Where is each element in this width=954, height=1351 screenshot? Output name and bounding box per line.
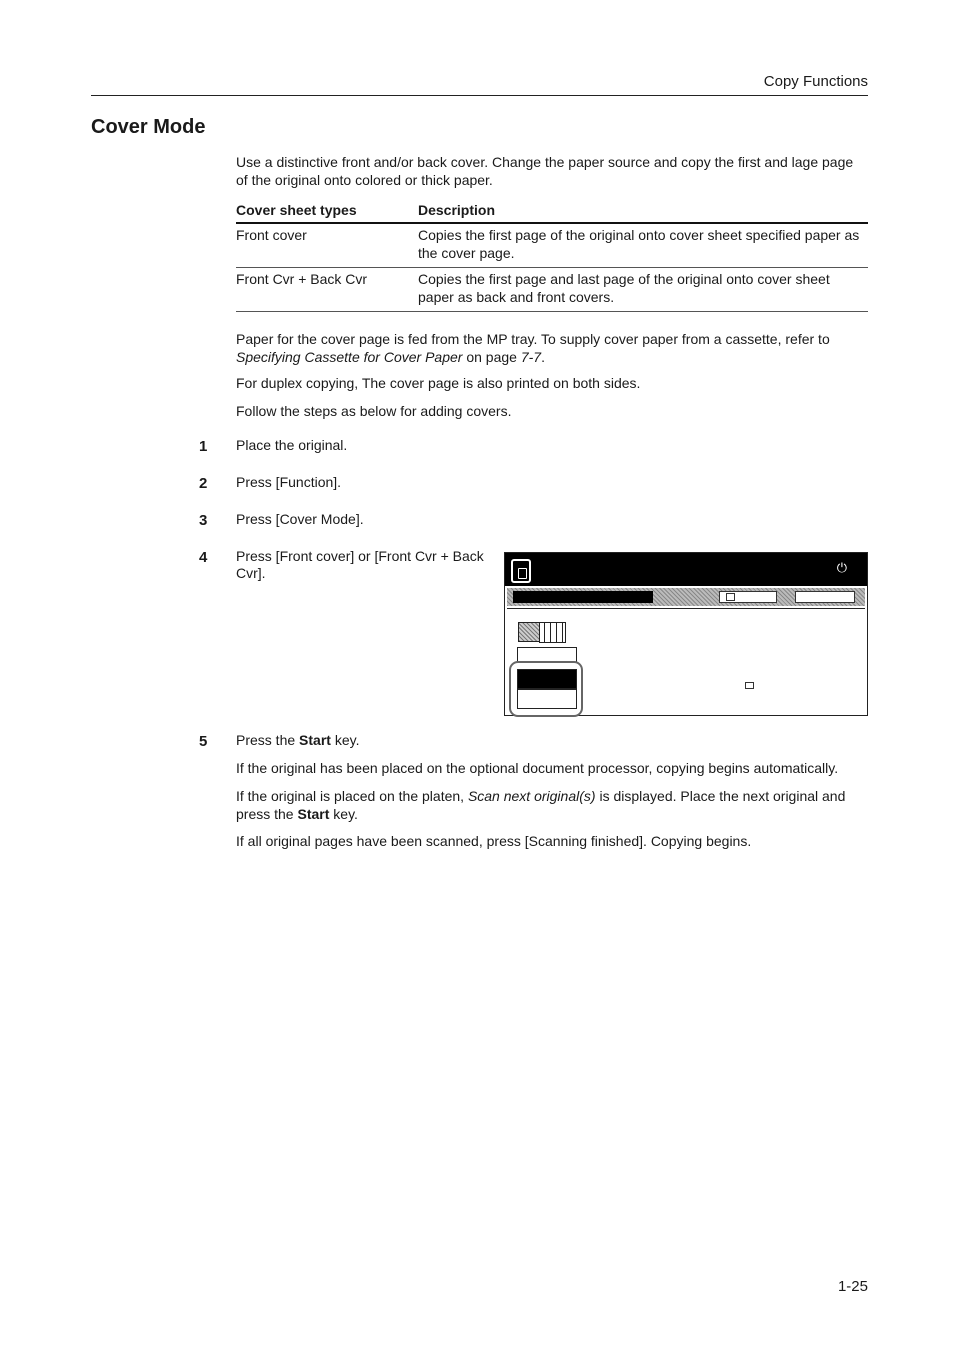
section-title: Cover Mode: [91, 116, 206, 138]
step-number: 1: [199, 438, 208, 455]
step5-note-document-processor: If the original has been placed on the optional document processor, copying begins automatically.: [236, 760, 839, 776]
page-stack-icon: [539, 622, 566, 643]
note-text: is displayed. Place the next original and press the: [236, 788, 846, 822]
note-cassette: [236, 330, 868, 366]
intro-paragraph: Use a distinctive front and/or back cover. Change the paper source and copy the first and lage page of the original onto colored or thick paper.: [236, 154, 854, 188]
screen-message: Scan next original(s): [467, 788, 596, 804]
step-text: Press [Function].: [236, 474, 342, 490]
reference-title: Specifying Cassette for Cover Paper: [236, 349, 463, 365]
cover-types-table: [236, 200, 868, 312]
table-header: Description: [418, 200, 868, 223]
key-name: Start: [297, 806, 330, 822]
power-icon: ⏻: [836, 561, 847, 576]
header-rule: [91, 95, 868, 96]
table-cell: Copies the first page of the original onto cover sheet specified paper as the cover page.: [418, 223, 868, 268]
note-text: on page: [462, 349, 521, 365]
table-cell: Front cover: [236, 223, 418, 268]
page-number: 1-25: [837, 1278, 868, 1295]
table-cell: Front Cvr + Back Cvr: [236, 268, 418, 312]
reference-page: 7-7: [520, 349, 542, 365]
note-text: key.: [329, 806, 358, 822]
panel-title-bar: [505, 553, 867, 586]
panel-shortcut-button[interactable]: [719, 591, 777, 603]
note-text: If the original is placed on the platen,: [236, 788, 468, 804]
selection-highlight: [509, 661, 583, 717]
cover-stack-icon: [518, 622, 540, 642]
running-header: Copy Functions: [763, 73, 868, 90]
step-text: Press [Cover Mode].: [236, 511, 364, 527]
table-row: [236, 223, 868, 268]
step5-note-platen: [236, 787, 868, 823]
panel-tab-active[interactable]: [513, 591, 653, 603]
note-follow-steps: Follow the steps as below for adding covers.: [236, 403, 512, 419]
step-number: 2: [199, 475, 208, 492]
table-row: [236, 268, 868, 312]
panel-close-button[interactable]: [795, 591, 855, 603]
step-text: Press [Front cover] or [Front Cvr + Back Cvr].: [236, 548, 484, 581]
note-duplex: For duplex copying, The cover page is also printed on both sides.: [236, 375, 641, 391]
table-cell: Copies the first page and last page of the original onto cover sheet paper as back and front covers.: [418, 268, 868, 312]
step-number: 3: [199, 512, 208, 529]
step-text-part: Press the: [236, 732, 300, 748]
paper-icon: [745, 682, 754, 689]
step-text: [236, 732, 359, 749]
panel-tab-bar: [507, 588, 865, 606]
operation-panel-illustration: [504, 552, 868, 716]
table-header-row: [236, 200, 868, 223]
key-name: Start: [299, 732, 331, 748]
table-header: Cover sheet types: [236, 200, 418, 223]
panel-body: [507, 608, 865, 715]
step5-note-scanning-finished: If all original pages have been scanned, press [Scanning finished]. Copying begins.: [236, 833, 752, 849]
step-number: 5: [199, 733, 208, 750]
step-number: 4: [199, 549, 208, 566]
note-text: .: [541, 349, 545, 365]
step-text-part: key.: [330, 732, 360, 748]
note-text: Paper for the cover page is fed from the MP tray. To supply cover paper from a cassette, refer to: [236, 331, 830, 347]
step-text: Place the original.: [236, 437, 348, 453]
document-icon: [511, 559, 531, 583]
